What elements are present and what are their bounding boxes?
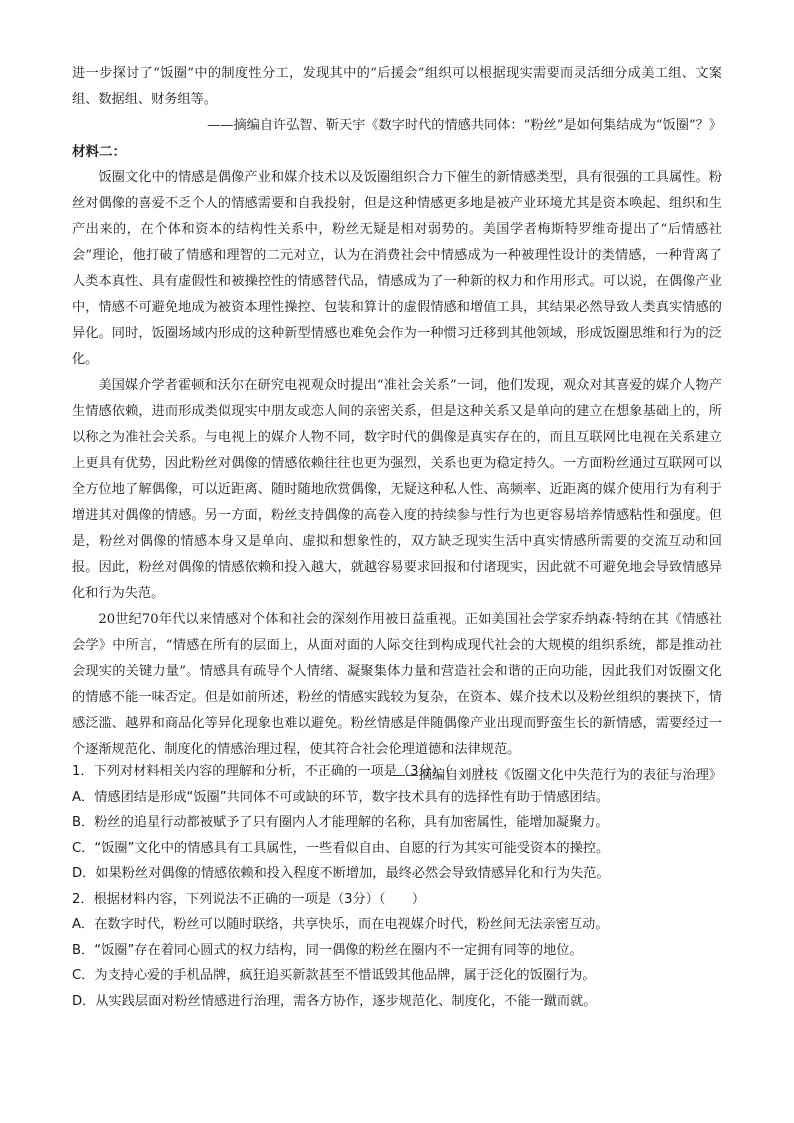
material2-heading: 材料二：	[72, 144, 126, 160]
material2-citation: ——摘编自刘胜枝《饭圈文化中失范行为的表征与治理》	[392, 768, 722, 783]
question-option-c[interactable]: C．“饭圈”文化中的情感具有工具属性，一些看似自由、自愿的行为其实可能受资本的操控。	[72, 840, 610, 856]
question-2	[72, 887, 722, 1015]
material1-tail-paragraph: 进一步探讨了“饭圈”中的制度性分工，发现其中的“后援会”组织可以根据现实需要而灵活细分成美工组、文案组、数据组、财务组等。	[72, 66, 722, 107]
question-option-d[interactable]: D．从实践层面对粉丝情感进行治理，需各方协作，逐步规范化、制度化，不能一蹴而就。	[72, 993, 597, 1009]
material2-paragraph: 美国媒介学者霍顿和沃尔在研究电视观众时提出“准社会关系”一词，他们发现，观众对其喜爱的媒介人物产生情感依赖，进而形成类似现实中朋友或恋人间的亲密关系，但是这种关系又是单向的建立在想象基础上的，所以称之为准社会关系。与电视上的媒介人物不同，数字时代的偶像是真实存在的，而且互联网比电视在关系建立上更具有优势，因此粉丝对偶像的情感依赖往往也更为强烈，关系也更为稳定持久。一方面粉丝通过互联网可以全方位地了解偶像，可以近距离、随时随地欣赏偶像，无疑这种私人性、高频率、近距离的媒介使用行为有利于增进其对偶像的情感。另一方面，粉丝支持偶像的高卷入度的持续参与性行为也更容易培养情感粘性和强度。但是，粉丝对偶像的情感本身又是单向、虚拟和想象性的，双方缺乏现实生活中真实情感所需要的交流互动和回报。因此，粉丝对偶像的情感依赖和投入越大，就越容易要求回报和付诸现实，因此就不可避免地会导致情感异化和行为失范。	[72, 378, 722, 601]
question-option-d[interactable]: D．如果粉丝对偶像的情感依赖和投入程度不断增加，最终必然会导致情感异化和行为失范。	[72, 866, 610, 881]
question-stem: 1．下列对材料相关内容的理解和分析，不正确的一项是（3分）（ ）	[72, 764, 491, 779]
material2-paragraph: 20世纪70年代以来情感对个体和社会的深刻作用被日益重视。正如美国社会学家乔纳森·特纳在其《情感社会学》中所言，“情感在所有的层面上，从面对面的人际交往到构成现代社会的大规模的组织系统，都是推动社会现实的关键力量”。情感具有疏导个人情绪、凝聚集体力量和营造社会和谐的正向功能，因此我们对饭圈文化的情感不能一味否定。但是如前所述，粉丝的情感实践较为复杂，在资本、媒介技术以及粉丝组织的裹挟下，情感泛滥、越界和商品化等异化现象也难以避免。粉丝情感是伴随偶像产业出现而野蛮生长的新情感，需要经过一个逐渐规范化、制度化的情感治理过程，使其符合社会伦理道德和法律规范。	[72, 612, 722, 757]
question-option-c[interactable]: C．为支持心爱的手机品牌，疯狂追买新款甚至不惜诋毁其他品牌，属于泛化的饭圈行为。	[72, 968, 596, 983]
material-text	[72, 61, 722, 789]
material1-citation: ——摘编自许弘智、靳天宇《数字时代的情感共同体：“粉丝”是如何集结成为“饭圈”？》	[207, 118, 722, 133]
question-option-a[interactable]: A．在数字时代，粉丝可以随时联络，共享快乐，而在电视媒介时代，粉丝间无法亲密互动。	[72, 917, 609, 932]
question-1	[72, 759, 722, 887]
questions-section	[72, 759, 722, 1014]
question-option-a[interactable]: A．情感团结是形成“饭圈”共同体不可或缺的环节，数字技术具有的选择性有助于情感团结。	[72, 789, 609, 805]
material2-paragraph: 饭圈文化中的情感是偶像产业和媒介技术以及饭圈组织合力下催生的新情感类型，具有很强的工具属性。粉丝对偶像的喜爱不乏个人的情感需要和自我投射，但是这种情感更多地是被产业环境尤其是资本唤起、组织和生产出来的，在个体和资本的结构性关系中，粉丝无疑是相对弱势的。美国学者梅斯特罗维奇提出了“后情感社会”理论，他打破了情感和理智的二元对立，认为在消费社会中情感成为一种被理性设计的类情感，一种背离了人类本真性、具有虚假性和被操控性的情感替代品，情感成为了一种新的权力和作用形式。可以说，在偶像产业中，情感不可避免地成为被资本理性操控、包装和算计的虚假情感和增值工具，其结果必然导致人类真实情感的异化。同时，饭圈场域内形成的这种新型情感也难免会作为一种惯习迁移到其他领域，形成饭圈思维和行为的泛化。	[72, 170, 722, 367]
question-option-b[interactable]: B．“饭圈”存在着同心圆式的权力结构，同一偶像的粉丝在圈内不一定拥有同等的地位。	[72, 942, 583, 958]
question-stem: 2．根据材料内容，下列说法不正确的一项是（3分）（ ）	[72, 891, 426, 907]
question-option-b[interactable]: B．粉丝的追星行动都被赋予了只有圈内人才能理解的名称，具有加密属性，能增加凝聚力。	[72, 815, 609, 830]
